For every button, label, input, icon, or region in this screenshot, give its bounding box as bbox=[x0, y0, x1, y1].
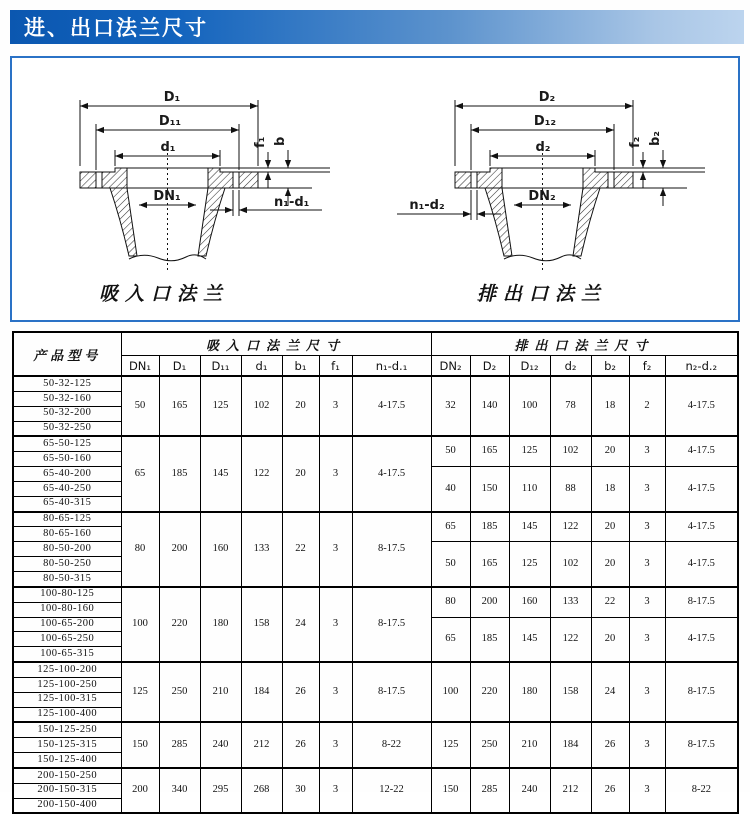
table-row bbox=[13, 376, 738, 391]
model-cell: 80-50-315 bbox=[13, 571, 121, 586]
suction-flange-diagram bbox=[12, 58, 375, 316]
discharge-value-cell: 32 bbox=[431, 376, 470, 436]
flange-drawings-panel bbox=[10, 56, 740, 322]
column-header: n₁-d.₁ bbox=[352, 356, 431, 377]
model-cell: 100-80-160 bbox=[13, 602, 121, 617]
dim-label-D12: D₁₂ bbox=[533, 114, 557, 129]
discharge-value-cell: 2 bbox=[629, 376, 665, 436]
suction-value-cell: 125 bbox=[121, 662, 159, 722]
discharge-value-cell: 100 bbox=[509, 376, 550, 436]
discharge-value-cell: 210 bbox=[509, 722, 550, 768]
discharge-value-cell: 158 bbox=[550, 662, 591, 722]
discharge-value-cell: 133 bbox=[550, 587, 591, 617]
discharge-value-cell: 22 bbox=[591, 587, 629, 617]
discharge-value-cell: 18 bbox=[591, 376, 629, 436]
discharge-value-cell: 140 bbox=[470, 376, 509, 436]
discharge-value-cell: 20 bbox=[591, 512, 629, 542]
suction-value-cell: 26 bbox=[282, 722, 319, 768]
discharge-value-cell: 212 bbox=[550, 768, 591, 814]
model-cell: 200-150-250 bbox=[13, 768, 121, 783]
discharge-value-cell: 50 bbox=[431, 436, 470, 466]
discharge-value-cell: 4-17.5 bbox=[665, 617, 738, 662]
discharge-value-cell: 145 bbox=[509, 617, 550, 662]
discharge-value-cell: 65 bbox=[431, 512, 470, 542]
dim-label-D1: D₁ bbox=[163, 90, 181, 105]
column-header: f₂ bbox=[629, 356, 665, 377]
column-header: n₂-d.₂ bbox=[665, 356, 738, 377]
discharge-value-cell: 3 bbox=[629, 662, 665, 722]
suction-value-cell: 210 bbox=[200, 662, 241, 722]
discharge-value-cell: 102 bbox=[550, 542, 591, 587]
column-header: DN₂ bbox=[431, 356, 470, 377]
suction-value-cell: 4-17.5 bbox=[352, 436, 431, 511]
discharge-value-cell: 4-17.5 bbox=[665, 436, 738, 466]
suction-value-cell: 50 bbox=[121, 376, 159, 436]
column-header: b₁ bbox=[282, 356, 319, 377]
discharge-value-cell: 20 bbox=[591, 542, 629, 587]
model-cell: 125-100-400 bbox=[13, 707, 121, 722]
discharge-value-cell: 102 bbox=[550, 436, 591, 466]
suction-value-cell: 125 bbox=[200, 376, 241, 436]
suction-value-cell: 185 bbox=[159, 436, 200, 511]
discharge-value-cell: 20 bbox=[591, 436, 629, 466]
model-cell: 150-125-250 bbox=[13, 722, 121, 737]
dim-label-D2: D₂ bbox=[538, 90, 556, 105]
suction-value-cell: 8-17.5 bbox=[352, 662, 431, 722]
flange-dimensions-table bbox=[12, 331, 739, 814]
model-cell: 100-65-315 bbox=[13, 647, 121, 662]
discharge-value-cell: 250 bbox=[470, 722, 509, 768]
discharge-value-cell: 180 bbox=[509, 662, 550, 722]
discharge-value-cell: 26 bbox=[591, 722, 629, 768]
flange-table-wrap bbox=[12, 331, 739, 814]
suction-value-cell: 133 bbox=[241, 512, 282, 587]
discharge-value-cell: 165 bbox=[470, 436, 509, 466]
suction-value-cell: 240 bbox=[200, 722, 241, 768]
suction-value-cell: 3 bbox=[319, 722, 352, 768]
model-cell: 80-65-125 bbox=[13, 512, 121, 527]
model-cell: 50-32-160 bbox=[13, 391, 121, 406]
discharge-value-cell: 18 bbox=[591, 467, 629, 512]
discharge-value-cell: 3 bbox=[629, 722, 665, 768]
table-row bbox=[13, 436, 738, 451]
model-cell: 80-50-250 bbox=[13, 557, 121, 572]
model-cell: 125-100-315 bbox=[13, 692, 121, 707]
model-cell: 50-32-200 bbox=[13, 406, 121, 421]
suction-value-cell: 4-17.5 bbox=[352, 376, 431, 436]
suction-value-cell: 26 bbox=[282, 662, 319, 722]
flange-plate-section bbox=[80, 168, 258, 188]
model-cell: 100-80-125 bbox=[13, 587, 121, 602]
table-row bbox=[13, 722, 738, 737]
column-header: d₁ bbox=[241, 356, 282, 377]
suction-value-cell: 165 bbox=[159, 376, 200, 436]
model-cell: 65-40-250 bbox=[13, 481, 121, 496]
column-header: d₂ bbox=[550, 356, 591, 377]
dim-label-b2: b₂ bbox=[648, 131, 663, 146]
dim-label-d2: d₂ bbox=[535, 140, 551, 155]
discharge-value-cell: 8-17.5 bbox=[665, 587, 738, 617]
model-cell: 65-40-315 bbox=[13, 496, 121, 511]
suction-value-cell: 102 bbox=[241, 376, 282, 436]
model-cell: 200-150-400 bbox=[13, 798, 121, 813]
suction-value-cell: 160 bbox=[200, 512, 241, 587]
suction-value-cell: 3 bbox=[319, 376, 352, 436]
discharge-value-cell: 8-17.5 bbox=[665, 662, 738, 722]
suction-value-cell: 100 bbox=[121, 587, 159, 662]
discharge-value-cell: 78 bbox=[550, 376, 591, 436]
column-header-row bbox=[13, 356, 738, 377]
dim-label-n1d2: n₁-d₂ bbox=[409, 198, 445, 213]
discharge-value-cell: 4-17.5 bbox=[665, 467, 738, 512]
suction-value-cell: 150 bbox=[121, 722, 159, 768]
discharge-value-cell: 4-17.5 bbox=[665, 542, 738, 587]
discharge-value-cell: 200 bbox=[470, 587, 509, 617]
table-row bbox=[13, 768, 738, 783]
discharge-value-cell: 3 bbox=[629, 587, 665, 617]
suction-value-cell: 200 bbox=[159, 512, 200, 587]
suction-value-cell: 145 bbox=[200, 436, 241, 511]
discharge-value-cell: 165 bbox=[470, 542, 509, 587]
discharge-value-cell: 3 bbox=[629, 467, 665, 512]
model-cell: 200-150-315 bbox=[13, 783, 121, 798]
discharge-value-cell: 65 bbox=[431, 617, 470, 662]
flange-neck-left bbox=[485, 188, 512, 256]
discharge-caption: 排出口法兰 bbox=[476, 283, 608, 305]
page-title: 进、出口法兰尺寸 bbox=[24, 16, 208, 40]
suction-value-cell: 12-22 bbox=[352, 768, 431, 814]
column-header: DN₁ bbox=[121, 356, 159, 377]
discharge-value-cell: 285 bbox=[470, 768, 509, 814]
column-header: D₁₂ bbox=[509, 356, 550, 377]
suction-value-cell: 20 bbox=[282, 436, 319, 511]
suction-value-cell: 3 bbox=[319, 512, 352, 587]
discharge-value-cell: 122 bbox=[550, 617, 591, 662]
discharge-value-cell: 185 bbox=[470, 617, 509, 662]
model-cell: 125-100-250 bbox=[13, 677, 121, 692]
dim-label-DN2: DN₂ bbox=[528, 189, 556, 204]
table-row bbox=[13, 512, 738, 527]
suction-value-cell: 22 bbox=[282, 512, 319, 587]
suction-value-cell: 30 bbox=[282, 768, 319, 814]
dim-label-DN1: DN₁ bbox=[153, 189, 181, 204]
discharge-value-cell: 184 bbox=[550, 722, 591, 768]
column-header: D₁ bbox=[159, 356, 200, 377]
suction-value-cell: 8-17.5 bbox=[352, 587, 431, 662]
model-cell: 150-125-315 bbox=[13, 738, 121, 753]
model-cell: 65-40-200 bbox=[13, 467, 121, 482]
table-row bbox=[13, 587, 738, 602]
suction-value-cell: 340 bbox=[159, 768, 200, 814]
dim-label-d1: d₁ bbox=[160, 140, 176, 155]
discharge-value-cell: 3 bbox=[629, 542, 665, 587]
discharge-value-cell: 125 bbox=[431, 722, 470, 768]
discharge-value-cell: 220 bbox=[470, 662, 509, 722]
model-cell: 80-65-160 bbox=[13, 527, 121, 542]
suction-value-cell: 184 bbox=[241, 662, 282, 722]
section-title-bar bbox=[10, 10, 744, 44]
suction-value-cell: 158 bbox=[241, 587, 282, 662]
discharge-value-cell: 3 bbox=[629, 768, 665, 814]
model-cell: 150-125-400 bbox=[13, 753, 121, 768]
suction-value-cell: 220 bbox=[159, 587, 200, 662]
discharge-value-cell: 185 bbox=[470, 512, 509, 542]
discharge-flange-diagram bbox=[375, 58, 738, 316]
discharge-value-cell: 26 bbox=[591, 768, 629, 814]
model-cell: 80-50-200 bbox=[13, 542, 121, 557]
dim-label-D11: D₁₁ bbox=[158, 114, 182, 129]
flange-neck-right bbox=[573, 188, 600, 256]
model-cell: 50-32-125 bbox=[13, 376, 121, 391]
suction-caption: 吸入口法兰 bbox=[98, 283, 230, 305]
column-header: b₂ bbox=[591, 356, 629, 377]
model-cell: 50-32-250 bbox=[13, 421, 121, 436]
discharge-value-cell: 3 bbox=[629, 617, 665, 662]
suction-value-cell: 200 bbox=[121, 768, 159, 814]
suction-value-cell: 3 bbox=[319, 768, 352, 814]
model-cell: 100-65-200 bbox=[13, 617, 121, 632]
suction-value-cell: 80 bbox=[121, 512, 159, 587]
flange-neck-right bbox=[198, 188, 225, 256]
flange-table-body bbox=[13, 376, 738, 813]
discharge-value-cell: 4-17.5 bbox=[665, 512, 738, 542]
discharge-value-cell: 240 bbox=[509, 768, 550, 814]
suction-value-cell: 285 bbox=[159, 722, 200, 768]
discharge-value-cell: 8-22 bbox=[665, 768, 738, 814]
suction-value-cell: 122 bbox=[241, 436, 282, 511]
suction-group-header: 吸入口法兰尺寸 bbox=[121, 332, 431, 356]
suction-value-cell: 8-22 bbox=[352, 722, 431, 768]
discharge-value-cell: 88 bbox=[550, 467, 591, 512]
table-row bbox=[13, 662, 738, 677]
dim-label-f2: f₂ bbox=[628, 136, 643, 148]
suction-value-cell: 180 bbox=[200, 587, 241, 662]
discharge-value-cell: 150 bbox=[431, 768, 470, 814]
suction-value-cell: 295 bbox=[200, 768, 241, 814]
discharge-value-cell: 100 bbox=[431, 662, 470, 722]
discharge-group-header: 排出口法兰尺寸 bbox=[431, 332, 738, 356]
model-cell: 65-50-160 bbox=[13, 452, 121, 467]
discharge-value-cell: 145 bbox=[509, 512, 550, 542]
discharge-value-cell: 20 bbox=[591, 617, 629, 662]
discharge-value-cell: 24 bbox=[591, 662, 629, 722]
discharge-value-cell: 8-17.5 bbox=[665, 722, 738, 768]
dim-label-f1: f₁ bbox=[253, 136, 268, 148]
discharge-value-cell: 110 bbox=[509, 467, 550, 512]
flange-neck-left bbox=[110, 188, 137, 256]
suction-value-cell: 250 bbox=[159, 662, 200, 722]
discharge-value-cell: 4-17.5 bbox=[665, 376, 738, 436]
suction-value-cell: 3 bbox=[319, 436, 352, 511]
model-cell: 125-100-200 bbox=[13, 662, 121, 677]
model-cell: 65-50-125 bbox=[13, 436, 121, 451]
discharge-value-cell: 150 bbox=[470, 467, 509, 512]
suction-value-cell: 65 bbox=[121, 436, 159, 511]
discharge-value-cell: 125 bbox=[509, 542, 550, 587]
suction-value-cell: 3 bbox=[319, 587, 352, 662]
column-header: D₂ bbox=[470, 356, 509, 377]
suction-value-cell: 24 bbox=[282, 587, 319, 662]
discharge-value-cell: 3 bbox=[629, 436, 665, 466]
model-cell: 100-65-250 bbox=[13, 632, 121, 647]
suction-value-cell: 20 bbox=[282, 376, 319, 436]
discharge-value-cell: 3 bbox=[629, 512, 665, 542]
suction-value-cell: 212 bbox=[241, 722, 282, 768]
discharge-value-cell: 40 bbox=[431, 467, 470, 512]
flange-plate-section bbox=[455, 168, 633, 188]
discharge-value-cell: 80 bbox=[431, 587, 470, 617]
dim-label-b1: b bbox=[273, 136, 288, 146]
suction-value-cell: 8-17.5 bbox=[352, 512, 431, 587]
dim-label-n1d1: n₁-d₁ bbox=[274, 195, 310, 210]
discharge-value-cell: 160 bbox=[509, 587, 550, 617]
discharge-value-cell: 50 bbox=[431, 542, 470, 587]
discharge-value-cell: 125 bbox=[509, 436, 550, 466]
column-header: D₁₁ bbox=[200, 356, 241, 377]
model-header: 产品型号 bbox=[13, 332, 121, 376]
suction-value-cell: 268 bbox=[241, 768, 282, 814]
suction-value-cell: 3 bbox=[319, 662, 352, 722]
discharge-value-cell: 122 bbox=[550, 512, 591, 542]
column-header: f₁ bbox=[319, 356, 352, 377]
